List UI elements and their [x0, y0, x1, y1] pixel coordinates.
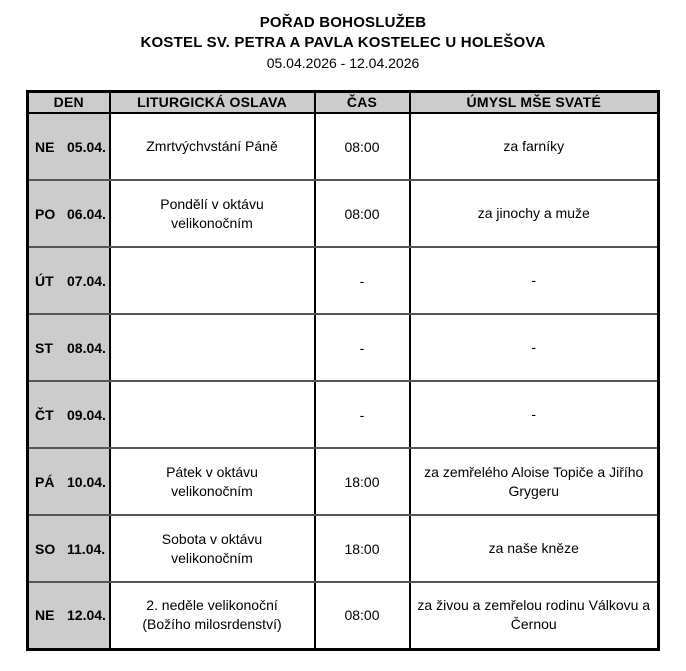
day-date: 10.04.	[67, 473, 106, 490]
day-date: 06.04.	[67, 205, 106, 222]
day-cell	[28, 247, 110, 314]
intention-cell: za jinochy a muže	[410, 180, 659, 247]
celebration-cell: Pátek v oktávu velikonočním	[110, 448, 315, 515]
day-cell	[28, 582, 110, 649]
celebration-cell	[110, 247, 315, 314]
day-abbreviation: ÚT	[35, 272, 54, 289]
time-cell: 08:00	[315, 582, 410, 649]
day-abbreviation: PÁ	[35, 473, 55, 490]
column-header-umysl-mse-svate: ÚMYSL MŠE SVATÉ	[410, 92, 659, 114]
document-header	[0, 0, 686, 73]
celebration-cell: Zmrtvýchvstání Páně	[110, 113, 315, 180]
table-row	[28, 314, 659, 381]
time-cell: -	[315, 314, 410, 381]
intention-cell: za živou a zemřelou rodinu Válkovu a Černou	[410, 582, 659, 649]
intention-cell: -	[410, 381, 659, 448]
table-row	[28, 247, 659, 314]
day-cell	[28, 314, 110, 381]
day-date: 07.04.	[67, 272, 106, 289]
mass-schedule-table	[26, 90, 660, 651]
page-title: POŘAD BOHOSLUŽEB	[259, 14, 427, 31]
column-header-liturgicka-oslava: LITURGICKÁ OSLAVA	[110, 92, 315, 114]
church-name: KOSTEL SV. PETRA A PAVLA KOSTELEC U HOLEŠOVA	[140, 34, 546, 51]
day-date: 12.04.	[67, 607, 106, 624]
day-date: 09.04.	[67, 406, 106, 423]
day-abbreviation: ST	[35, 339, 53, 356]
table-row	[28, 582, 659, 649]
table-row	[28, 448, 659, 515]
day-cell	[28, 515, 110, 582]
celebration-cell	[110, 381, 315, 448]
table-row	[28, 113, 659, 180]
table-row	[28, 180, 659, 247]
date-range: 05.04.2026 - 12.04.2026	[266, 55, 420, 71]
celebration-cell: 2. neděle velikonoční (Božího milosrdenství)	[110, 582, 315, 649]
time-cell: 08:00	[315, 180, 410, 247]
day-cell	[28, 448, 110, 515]
celebration-cell: Sobota v oktávu velikonočním	[110, 515, 315, 582]
day-date: 08.04.	[67, 339, 106, 356]
day-cell	[28, 381, 110, 448]
time-cell: -	[315, 381, 410, 448]
day-date: 11.04.	[67, 540, 106, 557]
table-row	[28, 515, 659, 582]
intention-cell: za naše kněze	[410, 515, 659, 582]
time-cell: 08:00	[315, 113, 410, 180]
day-abbreviation: NE	[35, 607, 55, 624]
day-abbreviation: PO	[35, 205, 56, 222]
time-cell: 18:00	[315, 448, 410, 515]
intention-cell: -	[410, 314, 659, 381]
intention-cell: za zemřelého Aloise Topiče a Jiřího Grygeru	[410, 448, 659, 515]
day-abbreviation: NE	[35, 138, 55, 155]
day-abbreviation: ČT	[35, 406, 54, 423]
intention-cell: za farníky	[410, 113, 659, 180]
intention-cell: -	[410, 247, 659, 314]
celebration-cell	[110, 314, 315, 381]
column-header-cas: ČAS	[315, 92, 410, 114]
table-row	[28, 381, 659, 448]
day-cell	[28, 180, 110, 247]
day-cell	[28, 113, 110, 180]
celebration-cell: Pondělí v oktávu velikonočním	[110, 180, 315, 247]
time-cell: -	[315, 247, 410, 314]
schedule-body	[28, 113, 659, 649]
time-cell: 18:00	[315, 515, 410, 582]
column-header-den: DEN	[28, 92, 110, 114]
table-header-row	[28, 92, 659, 114]
day-abbreviation: SO	[35, 540, 56, 557]
day-date: 05.04.	[67, 138, 106, 155]
